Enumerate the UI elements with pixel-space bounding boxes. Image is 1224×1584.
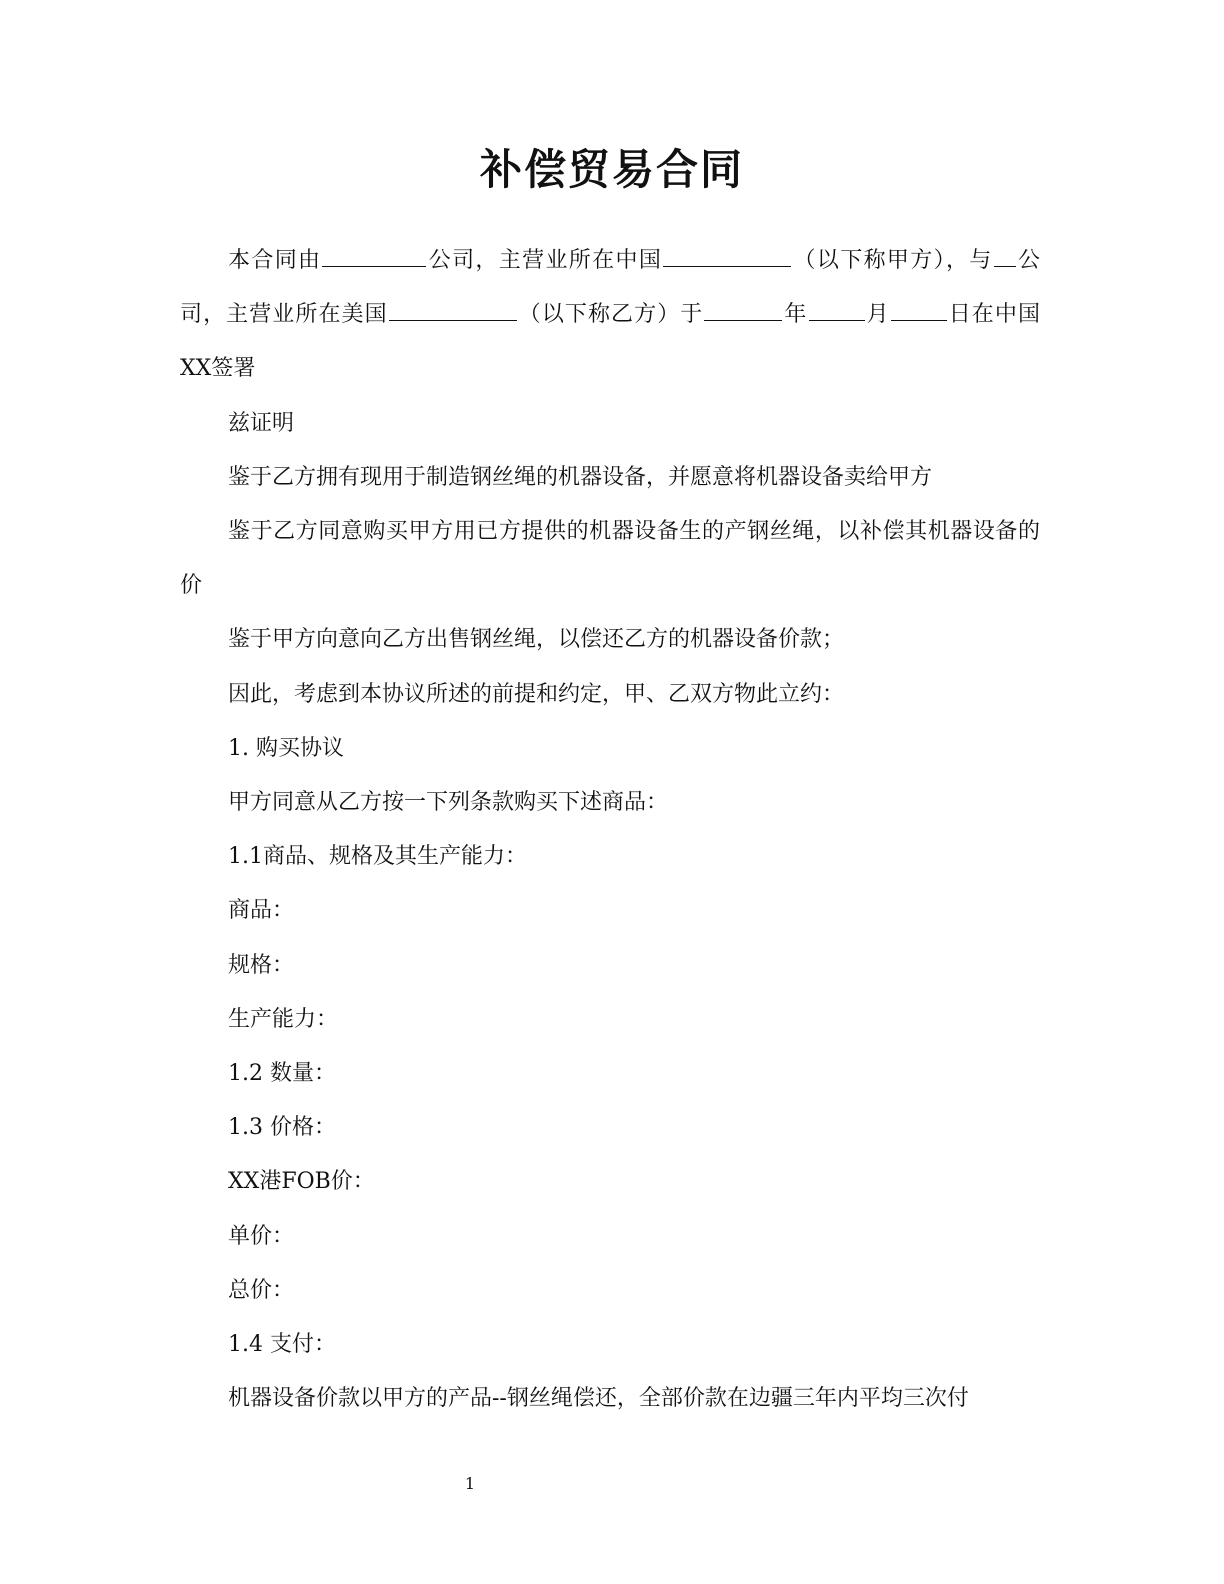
document-body <box>180 234 1040 1426</box>
section-heading-purchase: 1. 购买协议 <box>228 735 344 761</box>
clause-1-3: 1.3 价格： <box>228 1115 336 1141</box>
clause-1-2: 1.2 数量： <box>228 1061 336 1087</box>
field-capacity: 生产能力： <box>228 1006 339 1032</box>
company-a-blank <box>322 265 426 267</box>
page-number: 1 <box>464 1474 476 1493</box>
paragraph-therefore: 因此，考虑到本协议所述的前提和约定，甲、乙双方物此立约： <box>228 681 845 707</box>
address-a-blank <box>663 265 791 267</box>
paragraph-purchase-terms: 甲方同意从乙方按一下列条款购买下述商品： <box>228 790 669 816</box>
paragraph-whereas-1: 鉴于乙方拥有现用于制造钢丝绳的机器设备，并愿意将机器设备卖给甲方 <box>228 464 933 490</box>
paragraph-witness: 兹证明 <box>228 410 295 436</box>
company-b-blank <box>994 265 1016 267</box>
address-b-blank <box>389 319 517 321</box>
paragraph-whereas-2: 鉴于乙方同意购买甲方用已方提供的机器设备生的产钢丝绳，以补偿其机器设备的价 <box>180 519 1040 599</box>
intro-text: 日在中国XX签署 <box>180 302 1040 382</box>
field-fob-price: XX港FOB价： <box>228 1169 375 1195</box>
field-unit-price: 单价： <box>228 1223 295 1249</box>
paragraph-payment: 机器设备价款以甲方的产品--钢丝绳偿还，全部价款在边疆三年内平均三次付 <box>228 1386 969 1412</box>
intro-text: （以下称乙方）于 <box>517 302 704 328</box>
clause-1-1: 1.1商品、规格及其生产能力： <box>228 844 527 870</box>
document-title: 补偿贸易合同 <box>479 145 744 194</box>
field-total-price: 总价： <box>228 1277 295 1303</box>
day-blank <box>891 319 947 321</box>
intro-text: 公司，主营业所在美国 <box>180 248 1040 328</box>
intro-text: 年 <box>783 302 808 328</box>
field-specification: 规格： <box>228 952 295 978</box>
field-goods: 商品： <box>228 898 295 924</box>
clause-1-4: 1.4 支付： <box>228 1332 336 1358</box>
year-blank <box>704 319 782 321</box>
intro-text: 公司，主营业所在中国 <box>427 248 663 273</box>
intro-paragraph <box>180 234 1040 397</box>
intro-text: 月 <box>865 302 890 328</box>
paragraph-whereas-3: 鉴于甲方向意向乙方出售钢丝绳，以偿还乙方的机器设备价款； <box>228 627 845 653</box>
intro-text: 本合同由 <box>228 248 322 273</box>
month-blank <box>809 319 865 321</box>
intro-text: （以下称甲方），与 <box>792 248 993 273</box>
